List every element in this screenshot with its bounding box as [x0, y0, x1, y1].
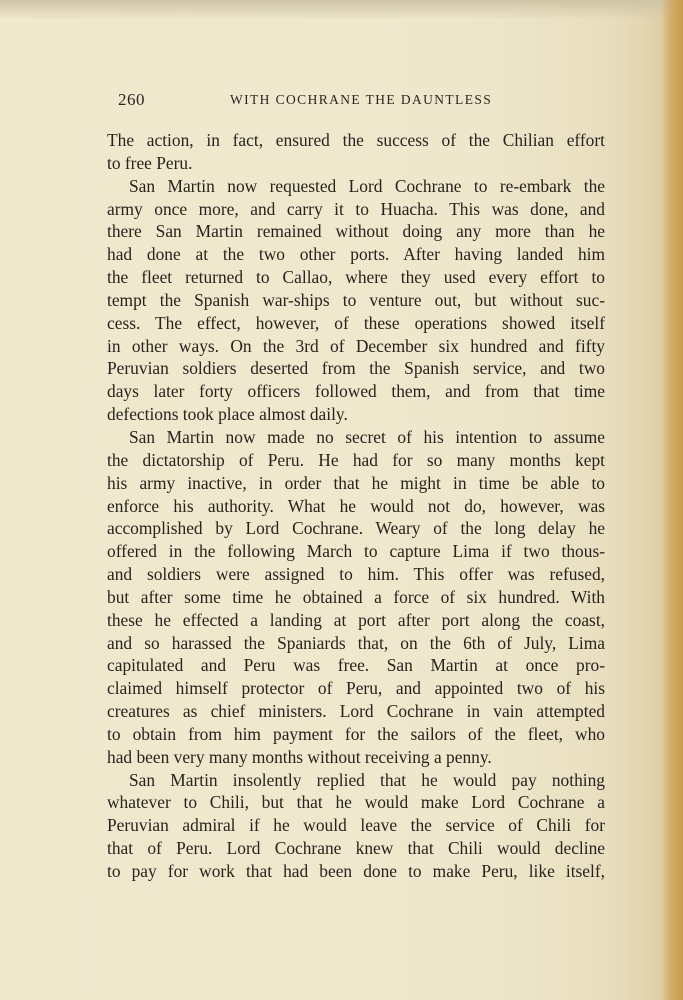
text-line: there San Martin remained without doing any more than he	[107, 221, 605, 242]
text-line: The action, in fact, ensured the success of the Chilian effort	[107, 130, 605, 150]
text-line: capitulated and Peru was free. San Martin at once pro-	[107, 655, 605, 676]
scan-top-shadow	[0, 0, 683, 20]
text-line: accomplished by Lord Cochrane. Weary of the long delay he	[107, 518, 605, 539]
text-line: whatever to Chili, but that he would make Lord Cochrane a	[107, 792, 605, 813]
text-line: days later forty officers followed them, and from that time	[107, 381, 605, 402]
text-line: creatures as chief ministers. Lord Cochrane in vain attempted	[107, 701, 605, 722]
running-head	[118, 90, 618, 112]
text-line: and soldiers were assigned to him. This offer was refused,	[107, 564, 605, 585]
text-line: these he effected a landing at port after port along the coast,	[107, 609, 605, 630]
text-line: that of Peru. Lord Cochrane knew that Chili would decline	[107, 838, 605, 859]
text-line: the fleet returned to Callao, where they used every effort to	[107, 267, 605, 288]
text-line: his army inactive, in order that he might in time be able to	[107, 472, 605, 493]
text-line: had been very many months without receiving a penny.	[107, 746, 492, 767]
running-title: WITH COCHRANE THE DAUNTLESS	[230, 92, 493, 107]
text-line: San Martin now made no secret of his intention to assume	[129, 426, 605, 447]
text-line: Peruvian admiral if he would leave the service of Chili for	[107, 815, 605, 836]
text-line: enforce his authority. What he would not do, however, was	[107, 495, 605, 516]
body-text	[107, 129, 605, 883]
text-line: Peruvian soldiers deserted from the Spanish service, and two	[107, 358, 605, 379]
page-number: 260	[118, 90, 145, 109]
text-line: tempt the Spanish war-ships to venture out, but without suc-	[107, 289, 605, 310]
text-line: had done at the two other ports. After having landed him	[107, 244, 605, 265]
text-line: to pay for work that had been done to make Peru, like itself,	[107, 861, 605, 881]
text-line: San Martin insolently replied that he would pay nothing	[129, 769, 605, 790]
text-line: offered in the following March to capture Lima if two thous-	[107, 541, 605, 562]
text-line: army once more, and carry it to Huacha. This was done, and	[107, 198, 605, 219]
text-line: the dictatorship of Peru. He had for so many months kept	[107, 449, 605, 470]
text-line: cess. The effect, however, of these operations showed itself	[107, 312, 605, 333]
text-line: to free Peru.	[107, 152, 193, 173]
text-line: San Martin now requested Lord Cochrane to re-embark the	[129, 175, 605, 196]
text-line: claimed himself protector of Peru, and appointed two of his	[107, 678, 605, 699]
text-line: to obtain from him payment for the sailors of the fleet, who	[107, 723, 605, 744]
text-line: but after some time he obtained a force of six hundred. With	[107, 586, 605, 607]
text-line: in other ways. On the 3rd of December six hundred and fifty	[107, 335, 605, 356]
text-line: and so harassed the Spaniards that, on the 6th of July, Lima	[107, 632, 605, 653]
text-line: defections took place almost daily.	[107, 404, 348, 425]
page-edge	[661, 0, 683, 1000]
